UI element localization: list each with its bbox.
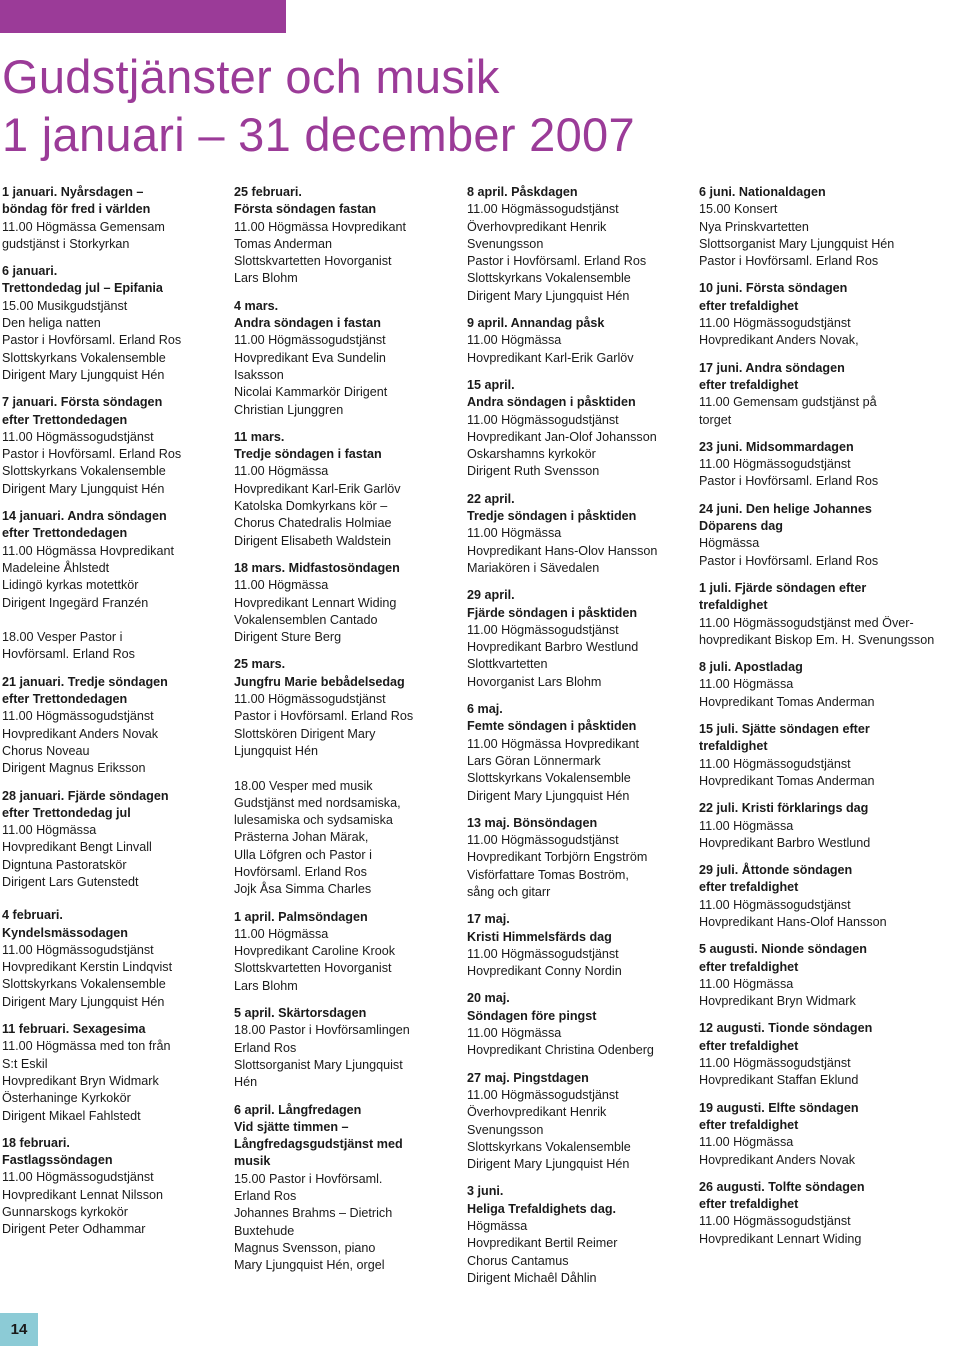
service-date-heading: 17 maj. Kristi Himmelsfärds dag — [467, 912, 612, 944]
service-details: 11.00 Högmässogudstjänst Pastor i Hovförsaml. Erland Ros Slottskören Dirigent Mary Ljungquist Hén 18.00 Vesper med musik Gudstjänst med nordsamiska, lulesamiska och sydsamiska Prästerna Johan Märak, Ulla Löfgren och Pastor i Hovförsaml. Erland Ros Jojk Åsa Simma Charles — [234, 692, 414, 897]
service-details: 11.00 Högmässogudstjänst Hovpredikant Tomas Anderman — [699, 756, 875, 788]
service-entry — [699, 501, 960, 570]
service-entry — [2, 263, 234, 384]
service-details: 11.00 Högmässa Hovpredikant Madeleine Åhlstedt Lidingö kyrkas motettkör Dirigent Ingegärd Franzén 18.00 Vesper Pastor i Hovförsaml. Erland Ros — [2, 543, 174, 662]
service-date-heading: 22 april. Tredje söndagen i påsktiden — [467, 491, 637, 524]
service-details: 11.00 Högmässa Hovpredikant Karl-Erik Garlöv — [467, 333, 634, 365]
service-entry — [699, 184, 960, 270]
service-date-heading: 24 juni. Den helige Johannes Döparens dag — [699, 501, 872, 534]
service-entry — [2, 184, 234, 253]
service-details: 11.00 Högmässogudstjänst Överhovpredikant Henrik Svenungsson Slottskyrkans Vokalensemble Dirigent Mary Ljungquist Hén — [467, 1087, 631, 1172]
service-entry — [467, 1183, 699, 1287]
header-color-bar — [0, 0, 286, 33]
service-entry — [2, 1135, 234, 1239]
service-entry — [2, 788, 234, 892]
service-details: 11.00 Högmässogudstjänst Hovpredikant Eva Sundelin Isaksson Nicolai Kammarkör Dirigent Christian Ljunggren — [234, 333, 388, 417]
service-date-heading: 6 juni. Nationaldagen — [699, 185, 826, 199]
service-entry — [234, 429, 466, 550]
service-date-heading: 29 juli. Åttonde söndagen efter trefaldighet — [699, 863, 853, 895]
service-date-heading: 11 februari. Sexagesima — [2, 1022, 146, 1037]
service-date-heading: 4 mars. Andra söndagen i fastan — [234, 298, 381, 331]
service-entry — [467, 315, 699, 367]
service-details: 11.00 Högmässogudstjänst Hovpredikant Anders Novak, — [699, 316, 859, 348]
service-entry — [234, 1005, 466, 1091]
service-date-heading: 17 juni. Andra söndagen efter trefaldighet — [699, 360, 845, 392]
service-details: 11.00 Högmässogudstjänst Hovpredikant Jan-Olof Johansson Oskarshamns kyrkokör Dirigent Ruth Svensson — [467, 412, 657, 479]
service-details: 11.00 Högmässogudstjänst Hovpredikant Staffan Eklund — [699, 1056, 859, 1088]
service-date-heading: 18 mars. Midfastosöndagen — [234, 560, 400, 575]
service-details: 11.00 Högmässogudstjänst Hovpredikant Lennart Widing — [699, 1214, 862, 1246]
service-details: 11.00 Högmässa Hovpredikant Hans-Olov Hansson Mariakören i Sävedalen — [467, 526, 658, 575]
service-details: Högmässa Hovpredikant Bertil Reimer Chorus Cantamus Dirigent Michaêl Dåhlin — [467, 1219, 618, 1285]
schedule-column-1 — [2, 184, 234, 1249]
service-date-heading: 10 juni. Första söndagen efter trefaldighet — [699, 281, 848, 313]
service-date-heading: 14 januari. Andra söndagen efter Trettondedagen — [2, 509, 167, 541]
service-date-heading: 19 augusti. Elfte söndagen efter trefaldighet — [699, 1100, 859, 1132]
service-date-heading: 5 april. Skärtorsdagen — [234, 1006, 367, 1021]
service-date-heading: 25 februari. Första söndagen fastan — [234, 185, 377, 217]
service-details: Högmässa Pastor i Hovförsaml. Erland Ros — [699, 536, 879, 568]
service-date-heading: 22 juli. Kristi förklarings dag — [699, 801, 869, 816]
service-entry — [699, 1179, 960, 1248]
schedule-column-2 — [234, 184, 466, 1285]
service-details: 15.00 Musikgudstjänst Den heliga natten Pastor i Hovförsaml. Erland Ros Slottskyrkans Vokalensemble Dirigent Mary Ljungquist Hén — [2, 298, 182, 382]
service-entry — [467, 701, 699, 805]
service-entry — [2, 394, 234, 498]
service-details: 11.00 Högmässogudstjänst Hovpredikant Conny Nordin — [467, 946, 622, 979]
service-entry — [234, 1102, 466, 1275]
service-entry — [2, 1021, 234, 1125]
service-date-heading: 1 januari. Nyårsdagen – böndag för fred i världen — [2, 185, 151, 217]
service-date-heading: 5 augusti. Nionde söndagen efter trefaldighet — [699, 942, 867, 974]
service-details: 11.00 Högmässa Hovpredikant Christina Odenberg — [467, 1026, 654, 1058]
service-details: 11.00 Högmässa Hovpredikant Anders Novak — [699, 1135, 856, 1167]
service-entry — [234, 184, 466, 288]
service-date-heading: 20 maj. Söndagen före pingst — [467, 991, 597, 1023]
service-entry — [2, 907, 234, 1011]
service-date-heading: 6 maj. Femte söndagen i påsktiden — [467, 702, 637, 734]
service-details: 11.00 Högmässogudstjänst Hovpredikant Kerstin Lindqvist Slottskyrkans Vokalensemble Dirigent Mary Ljungquist Hén — [2, 942, 173, 1009]
service-details: 11.00 Högmässogudstjänst Överhovpredikant Henrik Svenungsson Pastor i Hovförsaml. Erland Ros Slottskyrkans Vokalensemble Dirigent Mary Ljungquist Hén — [467, 202, 647, 303]
service-date-heading: 21 januari. Tredje söndagen efter Trettondedagen — [2, 674, 168, 707]
service-details: 11.00 Högmässogudstjänst Hovpredikant Barbro Westlund Slottkvartetten Hovorganist Lars Blohm — [467, 622, 639, 689]
service-date-heading: 11 mars. Tredje söndagen i fastan — [234, 429, 382, 462]
service-entry — [234, 656, 466, 898]
service-date-heading: 7 januari. Första söndagen efter Trettondedagen — [2, 395, 163, 427]
service-entry — [234, 298, 466, 419]
service-date-heading: 27 maj. Pingstdagen — [467, 1070, 589, 1085]
service-date-heading: 3 juni. Heliga Trefaldighets dag. — [467, 1184, 617, 1216]
service-date-heading: 4 februari. Kyndelsmässodagen — [2, 908, 128, 940]
service-details: 15.00 Pastor i Hovförsaml. Erland Ros Johannes Brahms – Dietrich Buxtehude Magnus Svensson, piano Mary Ljungquist Hén, orgel — [234, 1171, 393, 1273]
service-date-heading: 8 juli. Apostladag — [699, 660, 803, 675]
service-details: 11.00 Högmässogudstjänst Hovpredikant Hans-Olof Hansson — [699, 897, 887, 929]
service-date-heading: 18 februari. Fastlagssöndagen — [2, 1135, 113, 1168]
service-entry — [699, 1100, 960, 1169]
service-details: 11.00 Högmässogudstjänst Hovpredikant Lennat Nilsson Gunnarskogs kyrkokör Dirigent Peter Odhammar — [2, 1170, 164, 1237]
service-entry — [699, 1020, 960, 1089]
service-details: 11.00 Högmässogudstjänst Hovpredikant Torbjörn Engström Visförfattare Tomas Boström, sång och gitarr — [467, 833, 648, 899]
service-date-heading: 1 juli. Fjärde söndagen efter trefaldighet — [699, 580, 867, 613]
service-entry — [467, 815, 699, 901]
service-details: 11.00 Högmässogudstjänst Pastor i Hovförsaml. Erland Ros — [699, 457, 879, 489]
service-entry — [699, 659, 960, 711]
service-details: 11.00 Högmässogudstjänst Pastor i Hovförsaml. Erland Ros Slottskyrkans Vokalensemble Dirigent Mary Ljungquist Hén — [2, 429, 182, 496]
service-date-heading: 9 april. Annandag påsk — [467, 316, 605, 331]
schedule-column-4 — [699, 184, 960, 1258]
service-entry — [699, 280, 960, 349]
service-details: 11.00 Gemensam gudstjänst på torget — [699, 395, 877, 427]
service-details: 11.00 Högmässa Gemensam gudstjänst i Storkyrkan — [2, 219, 165, 251]
service-entry — [699, 439, 960, 491]
service-entry — [467, 184, 699, 305]
service-date-heading: 1 april. Palmsöndagen — [234, 909, 368, 924]
service-entry — [234, 909, 466, 995]
service-entry — [699, 941, 960, 1010]
service-details: 11.00 Högmässogudstjänst med Över- hovpredikant Biskop Em. H. Svenungsson — [699, 615, 935, 647]
page-title-line-1: Gudstjänster och musik — [2, 50, 500, 103]
service-entry — [699, 721, 960, 790]
service-entry — [467, 377, 699, 481]
service-date-heading: 6 april. Långfredagen Vid sjätte timmen – Långfredagsgudstjänst med musik — [234, 1102, 403, 1169]
service-details: 11.00 Högmässa Hovpredikant Karl-Erik Garlöv Katolska Domkyrkans kör – Chorus Chatedralis Holmiae Dirigent Elisabeth Waldstein — [234, 464, 401, 548]
page-title-line-2: 1 januari – 31 december 2007 — [2, 108, 635, 161]
page-title — [2, 48, 635, 164]
service-date-heading: 13 maj. Bönsöndagen — [467, 815, 598, 830]
service-entry — [2, 508, 234, 664]
service-date-heading: 15 april. Andra söndagen i påsktiden — [467, 377, 636, 410]
service-details: 11.00 Högmässa med ton från S:t Eskil Hovpredikant Bryn Widmark Österhaninge Kyrkokör Dirigent Mikael Fahlstedt — [2, 1039, 171, 1123]
service-entry — [467, 911, 699, 980]
page-number: 14 — [0, 1313, 38, 1346]
service-date-heading: 12 augusti. Tionde söndagen efter trefaldighet — [699, 1021, 873, 1053]
service-entry — [234, 560, 466, 646]
service-details: 11.00 Högmässa Hovpredikant Lars Göran Lönnermark Slottskyrkans Vokalensemble Dirigent Mary Ljungquist Hén — [467, 736, 639, 803]
service-details: 11.00 Högmässa Hovpredikant Lennart Widing Vokalensemblen Cantado Dirigent Sture Berg — [234, 578, 397, 645]
service-entry — [699, 360, 960, 429]
service-entry — [699, 580, 960, 649]
service-entry — [699, 800, 960, 852]
service-details: 11.00 Högmässa Hovpredikant Bengt Linvall Digntuna Pastoratskör Dirigent Lars Gutenstedt — [2, 823, 152, 889]
service-date-heading: 26 augusti. Tolfte söndagen efter trefaldighet — [699, 1179, 865, 1212]
service-date-heading: 8 april. Påskdagen — [467, 185, 578, 199]
service-date-heading: 29 april. Fjärde söndagen i påsktiden — [467, 588, 638, 620]
service-details: 11.00 Högmässa Hovpredikant Barbro Westlund — [699, 818, 871, 850]
service-details: 15.00 Konsert Nya Prinskvartetten Slottsorganist Mary Ljungquist Hén Pastor i Hovförsaml. Erland Ros — [699, 202, 895, 269]
service-entry — [467, 491, 699, 577]
service-details: 18.00 Pastor i Hovförsamlingen Erland Ros Slottsorganist Mary Ljungquist Hén — [234, 1023, 410, 1090]
service-details: 11.00 Högmässogudstjänst Hovpredikant Anders Novak Chorus Noveau Dirigent Magnus Eriksson — [2, 709, 159, 776]
service-date-heading: 28 januari. Fjärde söndagen efter Trettondedag jul — [2, 788, 169, 820]
service-date-heading: 25 mars. Jungfru Marie bebådelsedag — [234, 657, 405, 689]
service-entry — [467, 1070, 699, 1174]
schedule-column-3 — [467, 184, 699, 1297]
service-details: 11.00 Högmässa Hovpredikant Tomas Anderman — [699, 677, 875, 709]
service-entry — [467, 587, 699, 691]
service-entry — [467, 990, 699, 1059]
service-date-heading: 15 juli. Sjätte söndagen efter trefaldighet — [699, 722, 870, 754]
service-date-heading: 23 juni. Midsommardagen — [699, 439, 854, 454]
service-entry — [2, 674, 234, 778]
service-details: 11.00 Högmässa Hovpredikant Bryn Widmark — [699, 976, 856, 1009]
service-entry — [699, 862, 960, 931]
service-details: 11.00 Högmässa Hovpredikant Tomas Anderman Slottskvartetten Hovorganist Lars Blohm — [234, 219, 406, 286]
service-details: 11.00 Högmässa Hovpredikant Caroline Krook Slottskvartetten Hovorganist Lars Blohm — [234, 926, 396, 993]
service-date-heading: 6 januari. Trettondedag jul – Epifania — [2, 264, 163, 296]
